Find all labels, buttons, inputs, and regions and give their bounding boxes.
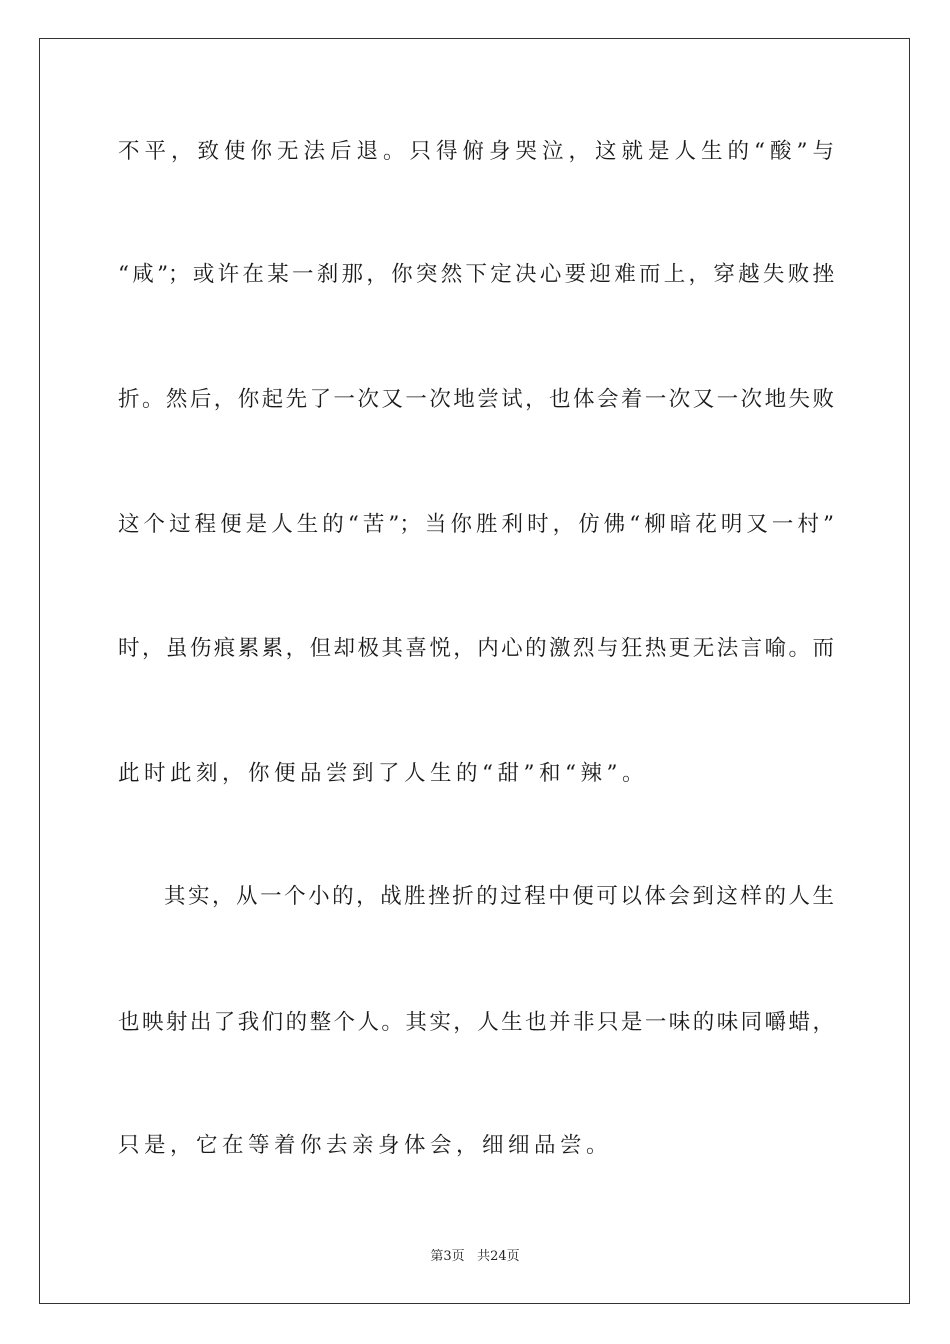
text-line: 也映射出了我们的整个人。其实，人生也并非只是一味的味同嚼蜡， (118, 1010, 834, 1035)
paragraph-first-line: 其实，从一个小的，战胜挫折的过程中便可以体会到这样的人生 (164, 884, 834, 909)
text-line: 这个过程便是人生的“苦”；当你胜利时，仿佛“柳暗花明又一村” (118, 512, 834, 537)
page-number: 第3页 (430, 1249, 465, 1264)
page-footer (0, 1245, 950, 1264)
text-line: 此时此刻，你便品尝到了人生的“甜”和“辣”。 (118, 761, 648, 786)
text-line: “咸”；或许在某一刹那，你突然下定决心要迎难而上，穿越失败挫 (118, 262, 834, 287)
page-border (39, 38, 910, 1304)
text-line: 只是，它在等着你去亲身体会，细细品尝。 (118, 1133, 613, 1158)
text-line: 时，虽伤痕累累，但却极其喜悦，内心的激烈与狂热更无法言喻。而 (118, 636, 834, 661)
page-total: 共24页 (477, 1249, 520, 1264)
text-line: 折。然后，你起先了一次又一次地尝试，也体会着一次又一次地失败 (118, 387, 834, 412)
text-line: 不平，致使你无法后退。只得俯身哭泣，这就是人生的“酸”与 (118, 139, 834, 164)
